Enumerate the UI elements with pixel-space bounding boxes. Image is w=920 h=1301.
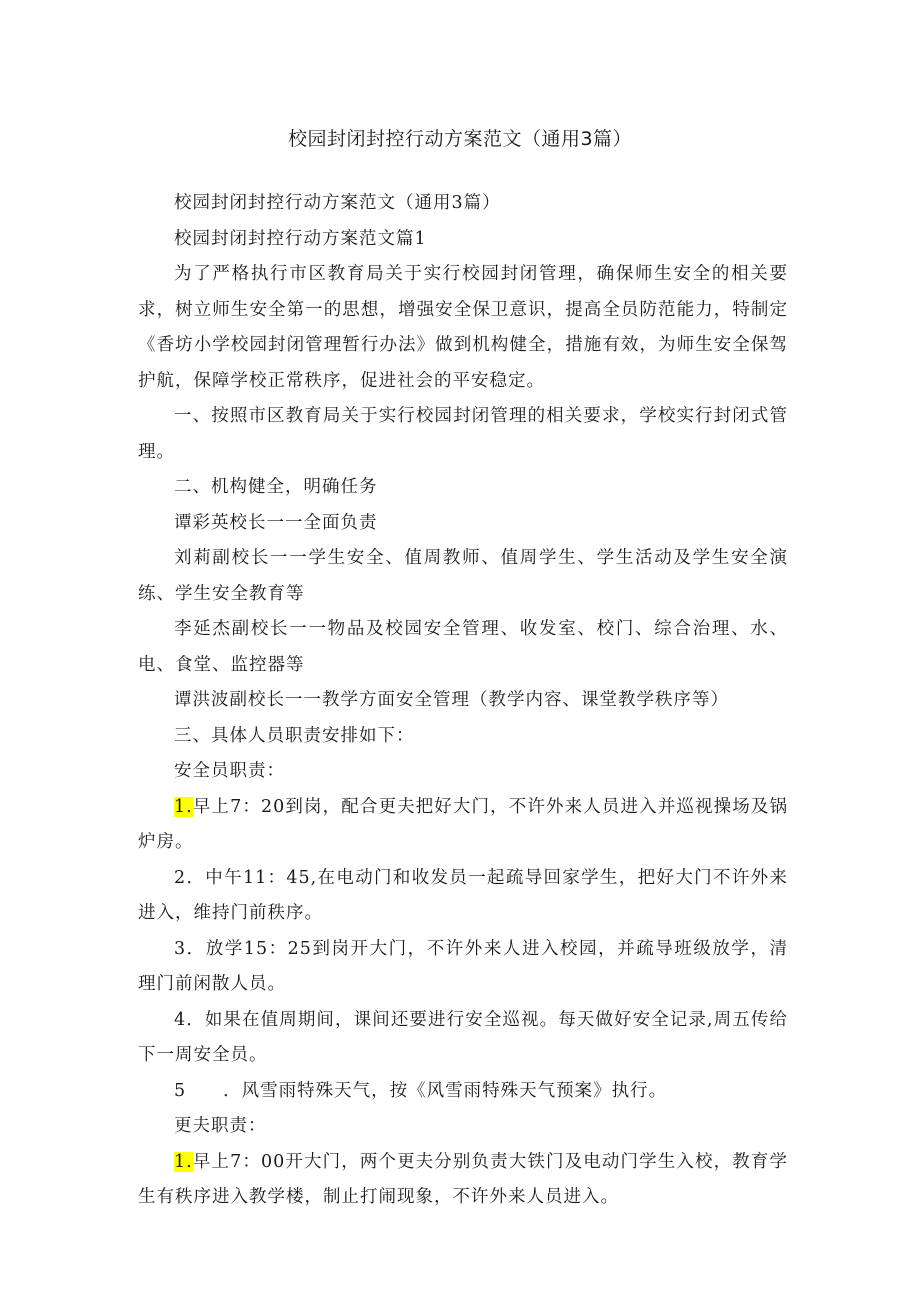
watchman-heading: 更夫职责： xyxy=(174,1116,267,1136)
document-body xyxy=(138,186,788,1216)
point-two-heading: 二、机构健全，明确任务 xyxy=(174,477,378,497)
staff-responsibility-line: 刘莉副校长一一学生安全、值周教师、值周学生、学生活动及学生安全演练、学生安全教育等 xyxy=(138,548,788,604)
section-heading: 校园封闭封控行动方案范文篇1 xyxy=(174,228,427,249)
safety-duty-item xyxy=(138,790,788,861)
staff-responsibility-line: 谭洪波副校长一一教学方面安全管理（教学内容、课堂教学秩序等） xyxy=(174,690,729,710)
safety-duty-item: 5 ．风雪雨特殊天气，按《风雪雨特殊天气预案》执行。 xyxy=(174,1080,668,1101)
watchman-duty-item xyxy=(138,1145,788,1216)
intro-paragraph: 为了严格执行市区教育局关于实行校园封闭管理，确保师生安全的相关要求，树立师生安全第一的思想，增强安全保卫意识，提高全员防范能力，特制定《香坊小学校园封闭管理暂行办法》做到机构健全，措施有效，为师生安全保驾护航，保障学校正常秩序，促进社会的平安稳定。 xyxy=(138,264,788,391)
point-one-paragraph: 一、按照市区教育局关于实行校园封闭管理的相关要求，学校实行封闭式管理。 xyxy=(138,406,788,462)
safety-duty-item: 2．中午11：45,在电动门和收发员一起疏导回家学生，把好大门不许外来进入，维持门前秩序。 xyxy=(138,867,788,923)
safety-duty-text: 早上7：20到岗，配合更夫把好大门，不许外来人员进入并巡视操场及锅炉房。 xyxy=(138,796,788,852)
document-title: 校园封闭封控行动方案范文（通用3篇） xyxy=(287,128,633,150)
watchman-duty-text: 早上7：00开大门，两个更夫分别负责大铁门及电动门学生入校，教育学生有秩序进入教学楼，制止打闹现象，不许外来人员进入。 xyxy=(138,1151,788,1207)
safety-duty-item: 4．如果在值周期间，课间还要进行安全巡视。每天做好安全记录,周五传给下一周安全员。 xyxy=(138,1009,788,1065)
safety-duty-item: 3．放学15：25到岗开大门，不许外来人进入校园，并疏导班级放学，清理门前闲散人员。 xyxy=(138,938,788,994)
safety-officer-heading: 安全员职责： xyxy=(174,761,285,781)
highlighted-item-number: 1. xyxy=(174,1151,193,1172)
subtitle-paragraph: 校园封闭封控行动方案范文（通用3篇） xyxy=(174,193,501,213)
point-three-heading: 三、具体人员职责安排如下： xyxy=(174,725,415,746)
staff-responsibility-line: 李延杰副校长一一物品及校园安全管理、收发室、校门、综合治理、水、电、食堂、监控器等 xyxy=(138,619,788,675)
highlighted-item-number: 1. xyxy=(174,796,193,817)
staff-responsibility-line: 谭彩英校长一一全面负责 xyxy=(174,512,378,533)
